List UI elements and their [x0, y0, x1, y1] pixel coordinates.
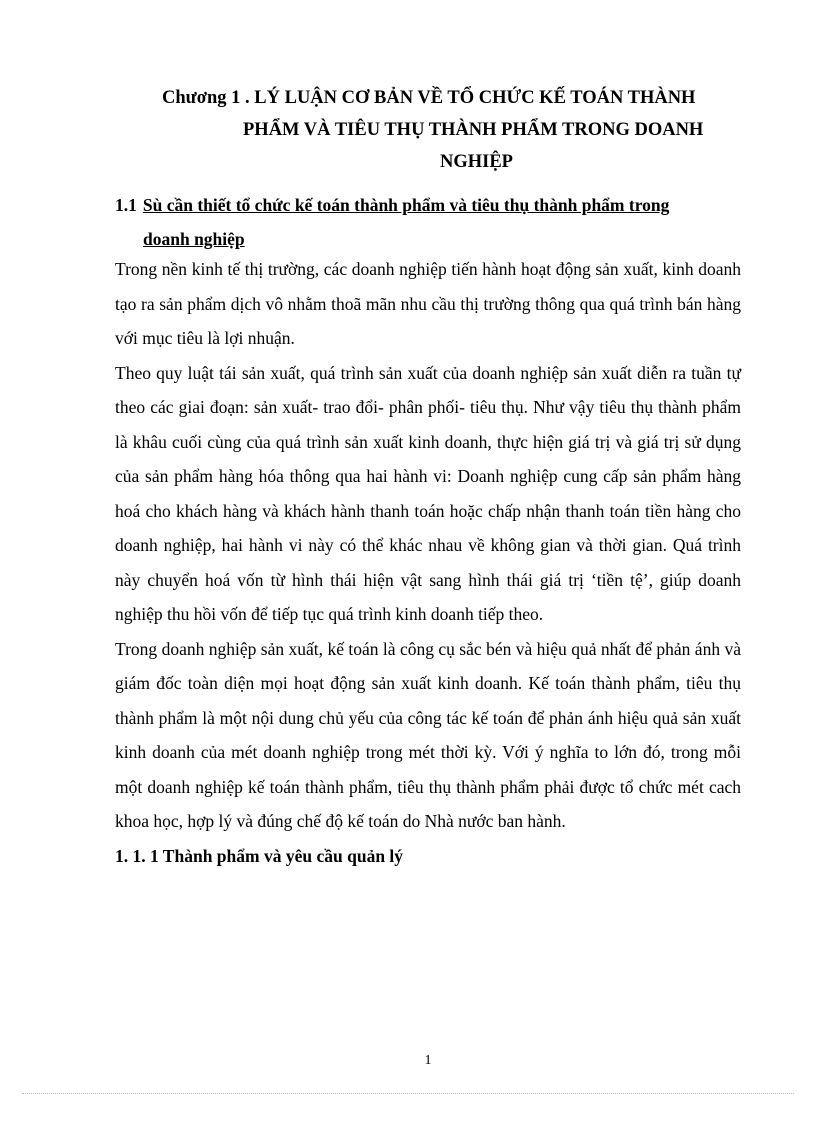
- paragraph-3: Trong doanh nghiệp sản xuất, kế toán là công cụ sắc bén và hiệu quả nhất để phản ánh và giám đốc toàn diện mọi hoạt động sản xuất kinh doanh. Kế toán thành phẩm, tiêu thụ thành phẩm là một nội dung chủ yếu của công tác kế toán để phản ánh hiệu quả sản xuất kinh doanh của mét doanh nghiệp trong mét thời kỳ. Với ý nghĩa to lớn đó, trong mỗi một doanh nghiệp kế toán thành phẩm, tiêu thụ thành phẩm phải được tổ chức mét cach khoa học, hợp lý và đúng chế độ kế toán do Nhà nước ban hành.: [115, 638, 741, 831]
- page-bottom-divider: [22, 1093, 794, 1094]
- chapter-title-line-3: NGHIỆP: [440, 152, 513, 172]
- section-number: 1.1: [115, 195, 137, 215]
- chapter-title-line-2: PHẨM VÀ TIÊU THỤ THÀNH PHẨM TRONG DOANH: [243, 120, 704, 140]
- chapter-title: [150, 82, 740, 178]
- paragraph-1: Trong nền kinh tế thị trường, các doanh nghiệp tiến hành hoạt động sản xuất, kinh doanh tạo ra sản phẩm dịch vô nhằm thoã mãn nhu cầu thị trường thông qua quá trình bán hàng với mục tiêu là lợi nhuận.: [115, 259, 741, 348]
- page-number: 1: [424, 1053, 432, 1068]
- section-heading: [115, 188, 715, 256]
- subsection-heading: 1. 1. 1 Thành phẩm và yêu cầu quản lý: [115, 845, 404, 866]
- chapter-title-line-1: Chương 1 . LÝ LUẬN CƠ BẢN VỀ TỔ CHỨC KẾ TOÁN THÀNH: [162, 88, 696, 108]
- section-title-line-2: doanh nghiệp: [143, 229, 245, 249]
- paragraph-2: Theo quy luật tái sản xuất, quá trình sản xuất của doanh nghiệp sản xuất diễn ra tuần tự theo các giai đoạn: sản xuất- trao đổi- phân phối- tiêu thụ. Như vậy tiêu thụ thành phẩm là khâu cuối cùng của quá trình sản xuất kinh doanh, thực hiện giá trị và giá trị sử dụng của sản phẩm hàng hóa thông qua hai hành vi: Doanh nghiệp cung cấp sản phẩm hàng hoá cho khách hàng và khách hành thanh toán hoặc chấp nhận thanh toán tiền hàng cho doanh nghiệp, hai hành vi này có thể khác nhau về không gian và thời gian. Quá trình này chuyển hoá vốn từ hình thái hiện vật sang hình thái giá trị ‘tiền tệ’, giúp doanh nghiệp thu hồi vốn để tiếp tục quá trình kinh doanh tiếp theo.: [115, 362, 741, 624]
- section-title-line-1: Sù cần thiết tổ chức kế toán thành phẩm và tiêu thụ thành phẩm trong: [142, 195, 670, 215]
- body-text: [115, 252, 741, 873]
